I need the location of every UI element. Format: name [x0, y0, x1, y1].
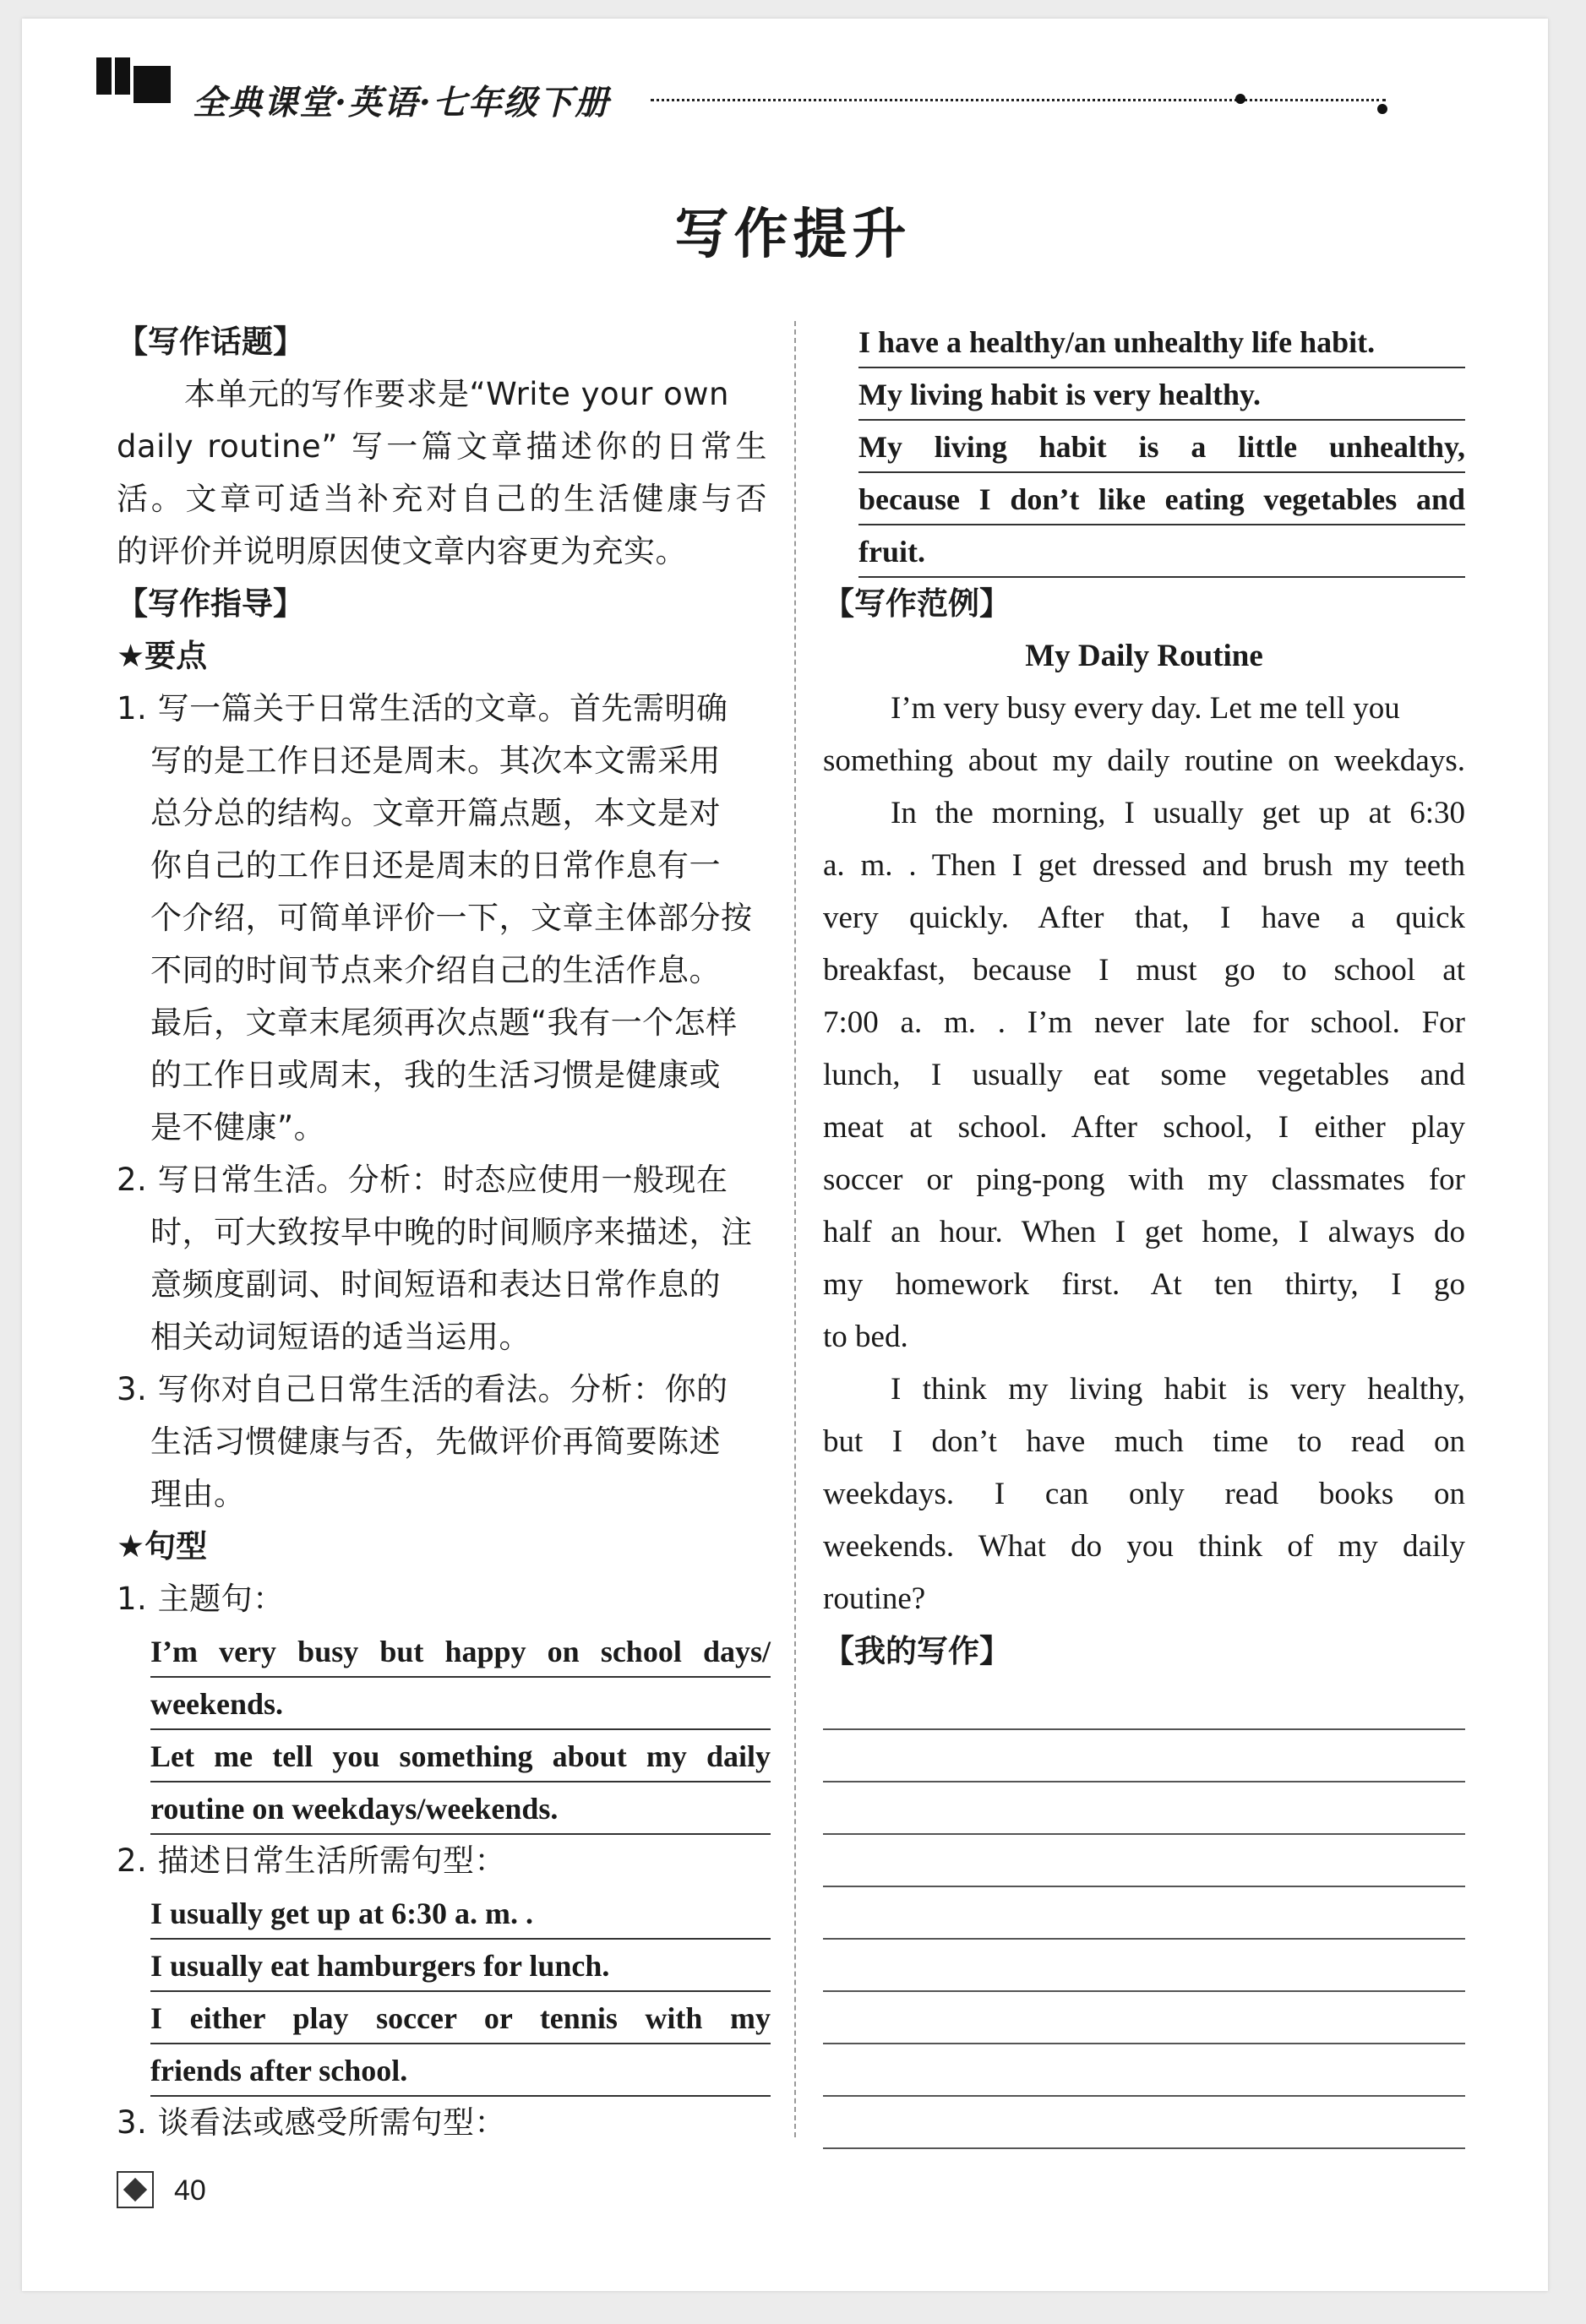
point-line: 1. 写一篇关于日常生活的文章。首先需明确 — [117, 690, 728, 727]
pattern-sentence: weekends. — [150, 1678, 771, 1730]
pattern-label: 1. 主题句： — [117, 1581, 285, 1617]
point-line: 写的是工作日还是周末。其次本文需采用 — [150, 743, 721, 779]
writing-line[interactable] — [823, 1678, 1465, 1730]
pattern-sentence: I have a healthy/an unhealthy life habit. — [858, 316, 1465, 368]
essay-line: weekends. What do you think of my daily — [823, 1529, 1465, 1564]
point-line: 不同的时间节点来介绍自己的生活作息。 — [150, 952, 721, 988]
writing-line[interactable] — [823, 1835, 1465, 1887]
pattern-sentence: I’m very busy but happy on school days/ — [150, 1625, 771, 1678]
essay-line: soccer or ping-pong with my classmates for — [823, 1162, 1465, 1197]
page-marker-icon — [117, 2171, 154, 2208]
section-heading-my-writing: 【我的写作】 — [823, 1633, 1011, 1669]
page-title: 写作提升 — [674, 203, 912, 266]
essay-title: My Daily Routine — [1025, 639, 1263, 673]
essay-line: half an hour. When I get home, I always do — [823, 1215, 1465, 1249]
point-line: 最后，文章末尾须再次点题“我有一个怎样 — [150, 1004, 738, 1041]
pattern-sentence: I either play soccer or tennis with my — [150, 1992, 771, 2044]
essay-line: but I don’t have much time to read on — [823, 1424, 1465, 1459]
writing-line[interactable] — [823, 1782, 1465, 1835]
pattern-sentence: I usually get up at 6:30 a. m. . — [150, 1887, 771, 1940]
writing-line[interactable] — [823, 2097, 1465, 2149]
essay-line: a. m. . Then I get dressed and brush my teeth — [823, 848, 1465, 883]
point-line: 相关动词短语的适当运用。 — [150, 1319, 531, 1355]
essay-line: 7:00 a. m. . I’m never late for school. For — [823, 1005, 1465, 1040]
header-logo-blocks — [96, 57, 177, 125]
pattern-sentence: routine on weekdays/weekends. — [150, 1782, 771, 1835]
column-divider — [794, 321, 796, 2137]
point-line: 意频度副词、时间短语和表达日常作息的 — [150, 1266, 721, 1303]
header-dot — [1377, 104, 1387, 114]
essay-line: something about my daily routine on weekdays. — [823, 743, 1465, 778]
essay-line: lunch, I usually eat some vegetables and — [823, 1058, 1465, 1092]
point-line: 时，可大致按早中晚的时间顺序来描述，注 — [150, 1214, 753, 1250]
writing-line[interactable] — [823, 1992, 1465, 2044]
essay-line: weekdays. I can only read books on — [823, 1477, 1465, 1511]
essay-line: breakfast, because I must go to school at — [823, 953, 1465, 988]
point-line: 2. 写日常生活。分析：时态应使用一般现在 — [117, 1162, 728, 1198]
point-line: 个介绍，可简单评价一下，文章主体部分按 — [150, 900, 753, 936]
point-line: 3. 写你对自己日常生活的看法。分析：你的 — [117, 1371, 728, 1407]
patterns-heading: ★句型 — [117, 1528, 208, 1565]
writing-line[interactable] — [823, 2044, 1465, 2097]
header-dotted-rule — [651, 99, 1386, 101]
page-number: 40 — [174, 2174, 206, 2207]
essay-line: very quickly. After that, I have a quick — [823, 901, 1465, 935]
topic-line: 的评价并说明原因使文章内容更为充实。 — [117, 533, 687, 569]
points-heading: ★要点 — [117, 638, 208, 674]
pattern-sentence: I usually eat hamburgers for lunch. — [150, 1940, 771, 1992]
essay-line: my homework first. At ten thirty, I go — [823, 1267, 1465, 1302]
section-heading-guide: 【写作指导】 — [117, 585, 304, 622]
point-line: 生活习惯健康与否，先做评价再简要陈述 — [150, 1423, 721, 1460]
pattern-sentence: because I don’t like eating vegetables and — [858, 473, 1465, 525]
left-column — [117, 316, 771, 2149]
essay-line: I’m very busy every day. Let me tell you — [891, 691, 1400, 726]
book-title: 全典课堂·英语·七年级下册 — [193, 83, 610, 122]
pattern-sentence: friends after school. — [150, 2044, 771, 2097]
right-column — [823, 316, 1465, 2149]
pattern-label: 3. 谈看法或感受所需句型： — [117, 2104, 507, 2141]
pattern-sentence: Let me tell you something about my daily — [150, 1730, 771, 1782]
section-heading-topic: 【写作话题】 — [117, 324, 304, 360]
topic-line: daily routine” 写一篇文章描述你的日常生 — [117, 428, 767, 465]
point-line: 的工作日或周末，我的生活习惯是健康或 — [150, 1057, 721, 1093]
topic-line: 本单元的写作要求是“Write your own — [184, 376, 729, 412]
essay-line: In the morning, I usually get up at 6:30 — [891, 796, 1465, 830]
writing-line[interactable] — [823, 1730, 1465, 1782]
point-line: 理由。 — [150, 1476, 246, 1512]
section-heading-example: 【写作范例】 — [823, 585, 1011, 622]
header-dot — [1235, 94, 1245, 104]
writing-line[interactable] — [823, 1887, 1465, 1940]
essay-line: I think my living habit is very healthy, — [891, 1372, 1465, 1407]
pattern-sentence: fruit. — [858, 525, 1465, 578]
writing-line[interactable] — [823, 1940, 1465, 1992]
topic-line: 活。文章可适当补充对自己的生活健康与否 — [117, 481, 767, 517]
point-line: 你自己的工作日还是周末的日常作息有一 — [150, 847, 721, 884]
essay-line: routine? — [823, 1581, 926, 1616]
pattern-sentence: My living habit is very healthy. — [858, 368, 1465, 421]
point-line: 是不健康”。 — [150, 1109, 326, 1146]
essay-line: meat at school. After school, I either play — [823, 1110, 1465, 1145]
pattern-label: 2. 描述日常生活所需句型： — [117, 1842, 507, 1879]
point-line: 总分总的结构。文章开篇点题，本文是对 — [150, 795, 721, 831]
pattern-sentence: My living habit is a little unhealthy, — [858, 421, 1465, 473]
essay-line: to bed. — [823, 1320, 908, 1354]
